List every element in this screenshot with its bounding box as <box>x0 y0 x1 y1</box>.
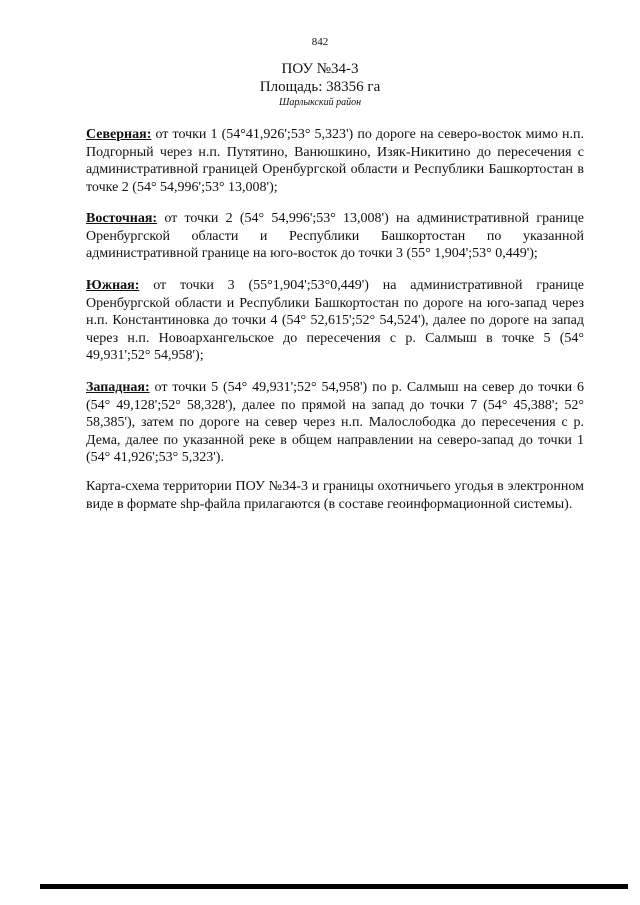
boundary-west-heading: Западная: <box>86 380 150 395</box>
page-number: 842 <box>311 36 329 48</box>
boundary-north-text: от точки 1 (54°41,926';53° 5,323') по дороге на северо-восток мимо н.п. Подгорный через н.п. Путятино, Ванюшкино, Изяк-Никитино до пересечения с административной границей Оренбургской области и Республики Башкортостан в точке 2 (54° 54,996';53° 13,008'); <box>86 127 584 195</box>
boundary-east-text: от точки 2 (54° 54,996';53° 13,008') на административной границе Оренбургской области и Республики Башкортостан по указанной административной границе на юго-восток до точки 3 (55° 1,904';53° 0,449'); <box>86 211 584 262</box>
boundary-north-heading: Северная: <box>86 127 152 142</box>
area-line: Площадь: 38356 га <box>259 79 381 95</box>
boundary-north <box>86 126 584 196</box>
document-title: ПОУ №34-3 <box>281 61 359 77</box>
boundary-west <box>86 379 584 467</box>
closing-paragraph: Карта-схема территории ПОУ №34-3 и границы охотничьего угодья в электронном виде в формате shp-файла прилагаются (в составе геоинформационной системы). <box>86 479 584 512</box>
boundary-south <box>86 277 584 365</box>
boundary-west-text: от точки 5 (54° 49,931';52° 54,958') по р. Салмыш на север до точки 6 (54° 49,128';52° 58,328'), далее по прямой на запад до точки 7 (54° 45,388'; 52° 58,385'), затем по дороге на север через н.п. Малослободка до пересечения с р. Дема, далее по указанной реке в общем направлении на северо-запад до точки 1 (54° 41,926';53° 5,323'). <box>86 380 584 466</box>
boundary-east <box>86 210 584 263</box>
boundary-south-heading: Южная: <box>86 278 140 293</box>
bottom-rule <box>40 884 628 889</box>
boundary-south-text: от точки 3 (55°1,904';53°0,449') на административной границе Оренбургской области и Республики Башкортостан по дороге на юго-запад через н.п. Константиновка до точки 4 (54° 52,615';52° 54,524'), далее по дороге на запад через н.п. Новоархангельское до пересечения с р. Салмыш в точке 5 (54° 49,931';52° 54,958'); <box>86 278 584 364</box>
district-name: Шарлыкский район <box>278 97 362 108</box>
boundary-east-heading: Восточная: <box>86 211 158 226</box>
